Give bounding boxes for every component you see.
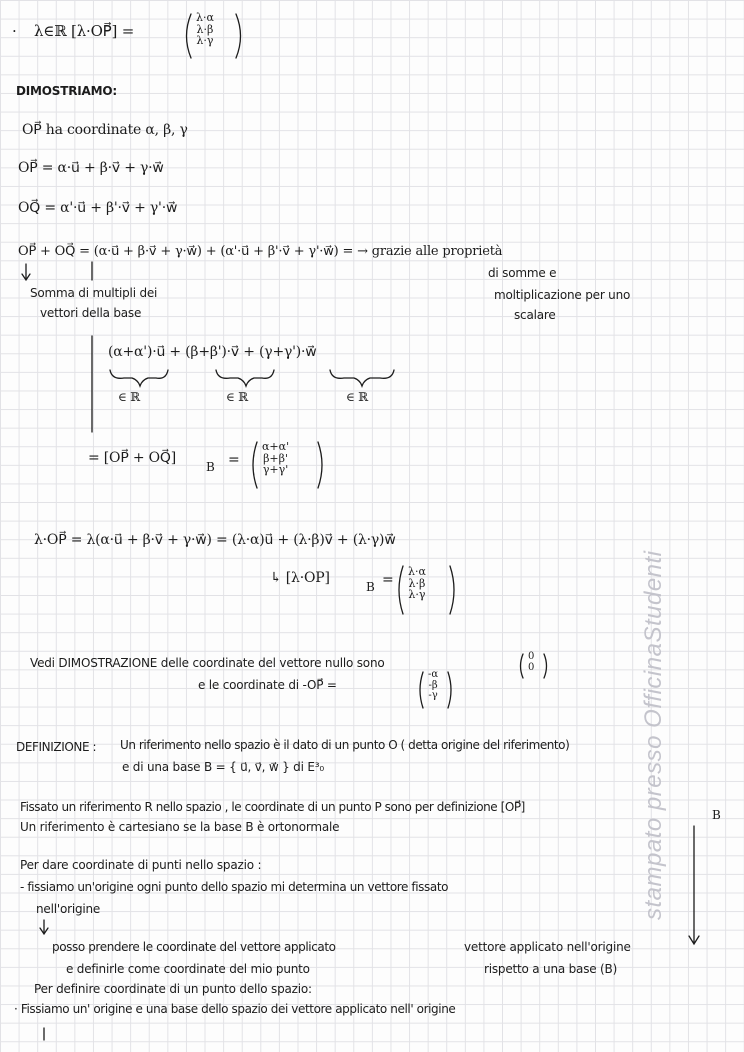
coords-item: · Fissiamo un' origine e una base dello spazio dei vettore applicato nell' origine [14, 1002, 456, 1016]
right-paren [318, 442, 322, 488]
null-vector-line: e le coordinate di -OP⃗ = [198, 678, 337, 692]
down-arrow [22, 264, 30, 280]
proof-line: OQ⃗ = α'·u⃗ + β'·v⃗ + γ'·w⃗ [18, 200, 178, 216]
proof-line: OP⃗ = α·u⃗ + β·v⃗ + γ·w⃗ [18, 160, 164, 176]
vector-entry: λ·α [196, 11, 214, 24]
fixed-line: Un riferimento è cartesiano se la base B è ortonormale [20, 820, 340, 834]
side-note: moltiplicazione per uno [494, 288, 631, 302]
scalar-subscript: B [366, 580, 375, 594]
definition-line: e di una base B = { u⃗, v⃗, w⃗ } di E³₀ [122, 760, 324, 774]
vector-entry: γ+γ' [262, 463, 289, 477]
equals-sign: = [382, 572, 394, 588]
definition-label: DEFINIZIONE : [16, 740, 97, 754]
vector-entry: α+α' [262, 440, 290, 453]
vector-entry: 0 [528, 661, 535, 673]
sum-line: (α+α')·u⃗ + (β+β')·v⃗ + (γ+γ')·w⃗ [108, 344, 317, 360]
equals-sign: = [228, 452, 240, 468]
side-note: Somma di multipli dei [30, 286, 158, 300]
side-note: di somme e [488, 266, 557, 280]
coords-left-note: posso prendere le coordinate del vettore applicato [52, 940, 336, 954]
vector-entry: λ·α [408, 565, 426, 578]
right-paren [236, 14, 241, 58]
vector-entry: 0 [528, 651, 535, 662]
vector-entry: -α [428, 669, 439, 680]
bullet: · [12, 22, 17, 40]
vector-entry: λ·γ [196, 34, 214, 48]
fixed-subscript: B [712, 808, 721, 822]
right-paren [448, 672, 451, 708]
left-paren [253, 442, 257, 488]
right-paren [450, 566, 454, 614]
left-paren [420, 672, 423, 708]
left-paren [521, 654, 524, 678]
left-paren [399, 566, 403, 614]
side-note: scalare [514, 308, 556, 322]
down-arrow [40, 920, 48, 934]
coords-right-note: vettore applicato nell'origine [464, 940, 631, 954]
coords-item: nell'origine [36, 902, 101, 916]
coords-define: Per definire coordinate di un punto dello spazio: [34, 982, 312, 996]
proof-heading: DIMOSTRIAMO: [16, 84, 117, 98]
in-r-label: ∈ ℝ [118, 390, 141, 404]
scalar-result: ↳ [λ·OP] [270, 570, 330, 586]
right-paren [544, 654, 547, 678]
left-paren [187, 14, 192, 58]
fixed-line: Fissato un riferimento R nello spazio , le coordinate di un punto P sono per definizione [OP⃗] [20, 800, 525, 814]
underbrace [110, 370, 168, 386]
coord-subscript: B [206, 460, 215, 474]
coord-equation: = [OP⃗ + OQ⃗] [88, 450, 176, 466]
coords-intro: Per dare coordinate di punti nello spazio : [20, 858, 262, 872]
vector-entry: λ·β [408, 576, 426, 590]
vector-entry: λ·γ [408, 588, 426, 602]
coords-left-note: e definirle come coordinate del mio punto [66, 962, 310, 976]
underbrace [330, 370, 394, 386]
null-vector-line: Vedi DIMOSTRAZIONE delle coordinate del vettore nullo sono [30, 656, 385, 670]
in-r-label: ∈ ℝ [346, 390, 369, 404]
coords-item: - fissiamo un'origine ogni punto dello spazio mi determina un vettore fissato [20, 880, 449, 894]
side-note: vettori della base [40, 306, 142, 320]
underbrace [216, 370, 274, 386]
long-down-arrow [689, 826, 699, 944]
vector-entry: λ·β [196, 22, 214, 36]
proof-line: OP⃗ ha coordinate α, β, γ [22, 122, 188, 138]
coords-right-note: rispetto a una base (B) [484, 962, 618, 976]
definition-line: Un riferimento nello spazio è il dato di un punto O ( detta origine del riferimento) [120, 738, 570, 752]
vector-entry: β+β' [263, 451, 289, 465]
vector-entry: -γ [428, 690, 438, 701]
vector-entry: -β [428, 679, 438, 691]
scalar-line: λ·OP⃗ = λ(α·u⃗ + β·v⃗ + γ·w⃗) = (λ·α)u⃗ + (λ·β)v⃗ + (λ·γ)w⃗ [34, 532, 396, 548]
in-r-label: ∈ ℝ [226, 390, 249, 404]
watermark: stampato presso OfficinaStudenti [640, 550, 667, 920]
proof-line: OP⃗ + OQ⃗ = (α·u⃗ + β·v⃗ + γ·w⃗) + (α'·u⃗ + β'·v⃗ + γ'·w⃗) = → grazie alle proprietà [18, 244, 503, 259]
statement: λ∈ℝ [λ·OP⃗] = [34, 22, 135, 40]
